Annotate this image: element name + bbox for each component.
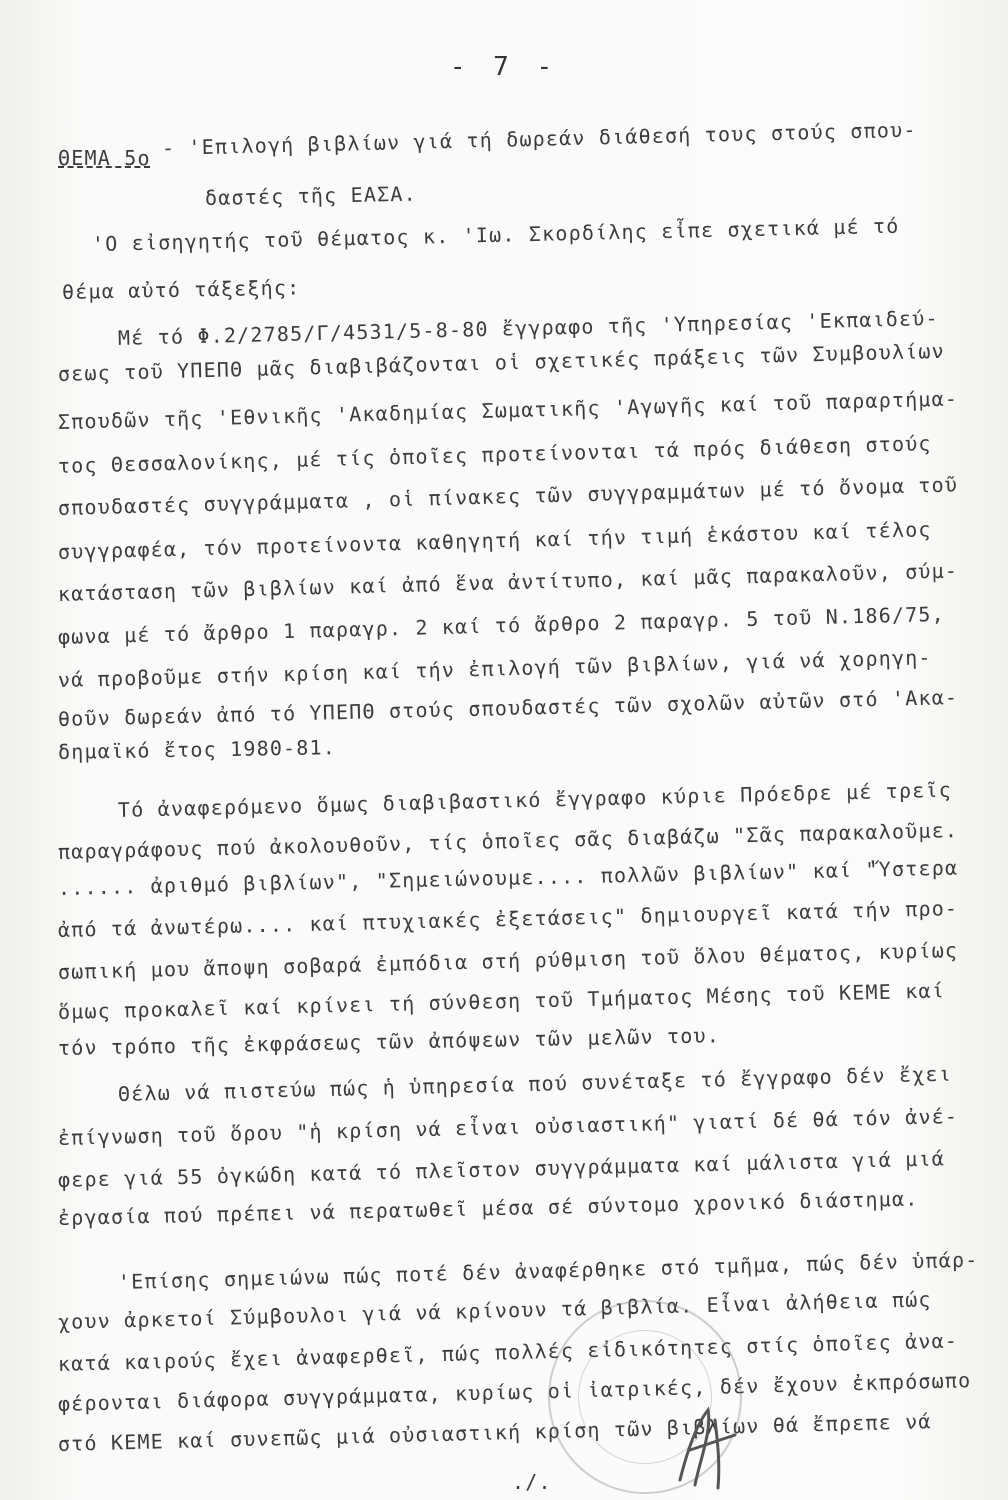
body-line: σεως τοῦ ΥΠΕΠΘ μᾶς διαβιβάζονται οἱ σχετικές πράξεις τῶν Συμβουλίων [57, 338, 946, 386]
body-line: ἐπίγνωση τοῦ ὅρου "ἡ κρίση νά εἶναι οὐσιαστική" γιατί δέ θά τόν ἀνέ- [57, 1104, 959, 1150]
body-line: στό ΚΕΜΕ καί συνεπῶς μιά οὐσιαστική κρίση τῶν βιβλίων θά ἔπρεπε νά [57, 1409, 932, 1456]
body-line: φέρονται διάφορα συγγράμματα, κυρίως οἱ ἰατρικές, δέν ἔχουν ἐκπρόσωπο [57, 1368, 972, 1416]
topic-label: ΘΕΜΑ 5ο [58, 146, 151, 170]
continuation-mark: ./. [512, 1470, 552, 1494]
body-line: σωπική μου ἄποψη σοβαρά ἐμπόδια στή ρύθμιση τοῦ ὅλου θέματος, κυρίως [57, 938, 959, 984]
body-line: ...... ἀριθμό βιβλίων", "Σημειώνουμε.... πολλῶν βιβλίων" καί "Ὕστερα [57, 855, 959, 900]
body-line: κατά καιρούς ἔχει ἀναφερθεῖ, πώς πολλές εἰδικότητες στίς ὁποῖες ἀνα- [57, 1328, 959, 1376]
body-line: φερε γιά 55 ὀγκώδη κατά τό πλεῖστον συγγράμματα καί μάλιστα γιά μιά [57, 1146, 946, 1192]
body-line: σπουδαστές συγγράμματα , οἱ πίνακες τῶν συγγραμμάτων μέ τό ὄνομα τοῦ [57, 472, 959, 520]
body-line: Θέλω νά πιστεύω πώς ἡ ὑπηρεσία πού συνέταξε τό ἔγγραφο δέν ἔχει [117, 1061, 953, 1106]
body-line: φωνα μέ τό ἄρθρο 1 παραγρ. 2 καί τό ἄρθρο 2 παραγρ. 5 τοῦ Ν.186/75, [57, 601, 946, 649]
body-line: Μέ τό Φ.2/2785/Γ/4531/5-8-80 ἔγγραφο τῆς 'Υπηρεσίας 'Εκπαιδεύ- [117, 305, 940, 350]
body-line: κατάσταση τῶν βιβλίων καί ἀπό ἕνα ἀντίτυπο, καί μᾶς παρακαλοῦν, σύμ- [57, 558, 959, 606]
body-line: δημαϊκό ἔτος 1980-81. [57, 735, 337, 764]
body-line: ἀπό τά ἀνωτέρω.... καί πτυχιακές ἐξετάσεις" δημιουργεῖ κατά τήν προ- [57, 896, 959, 942]
body-line: νά προβοῦμε στήν κρίση καί τήν ἐπιλογή τῶν βιβλίων, γιά νά χορηγη- [57, 645, 932, 692]
body-line: 'Επίσης σημειώνω πώς ποτέ δέν ἀναφέρθηκε στό τμῆμα, πώς δέν ὑπάρ- [117, 1247, 979, 1294]
body-line: Σπουδῶν τῆς 'Εθνικῆς 'Ακαδημίας Σωματικῆς 'Αγωγῆς καί τοῦ παραρτήμα- [57, 386, 959, 434]
body-line: ἐργασία πού πρέπει νά περατωθεῖ μέσα σέ σύντομο χρονικό διάστημα. [57, 1186, 919, 1230]
body-line: τόν τρόπο τῆς ἐκφράσεως τῶν ἀπόψεων τῶν μελῶν του. [57, 1023, 721, 1060]
body-line: χουν ἀρκετοί Σύμβουλοι γιά νά κρίνουν τά βιβλία. Εἶναι ἀλήθεια πώς [57, 1287, 932, 1334]
body-line: παραγράφους πού ἀκολουθοῦν, τίς ὁποῖες σᾶς διαβάζω "Σᾶς παρακαλοῦμε. [57, 818, 959, 864]
topic-heading-line-2: δαστές τῆς ΕΑΣΑ. [204, 181, 418, 210]
body-line: θέμα αὐτό τάξεξής: [61, 275, 301, 304]
body-line: 'Ο εἰσηγητής τοῦ θέματος κ. 'Ιω. Σκορδίλης εἶπε σχετικά μέ τό [91, 213, 900, 256]
page-number: - 7 - [449, 52, 559, 82]
body-line: τος Θεσσαλονίκης, μέ τίς ὁποῖες προτείνονται τά πρός διάθεση στούς [57, 431, 932, 478]
body-line: Τό ἀναφερόμενο ὅμως διαβιβαστικό ἔγγραφο κύριε Πρόεδρε μέ τρεῖς [117, 777, 953, 822]
body-line: συγγραφέα, τόν προτείνοντα καθηγητή καί τήν τιμή ἑκάστου καί τέλος [57, 517, 932, 564]
signature-icon [660, 1400, 750, 1490]
body-line: θοῦν δωρεάν ἀπό τό ΥΠΕΠΘ στούς σπουδαστές τῶν σχολῶν αὐτῶν στό 'Ακα- [57, 685, 959, 731]
topic-heading-line-1: - 'Επιλογή βιβλίων γιά τή δωρεάν διάθεσή τους στούς σπου- [161, 117, 917, 160]
body-line: ὅμως προκαλεῖ καί κρίνει τή σύνθεση τοῦ Τμήματος Μέσης τοῦ ΚΕΜΕ καί [57, 978, 946, 1024]
